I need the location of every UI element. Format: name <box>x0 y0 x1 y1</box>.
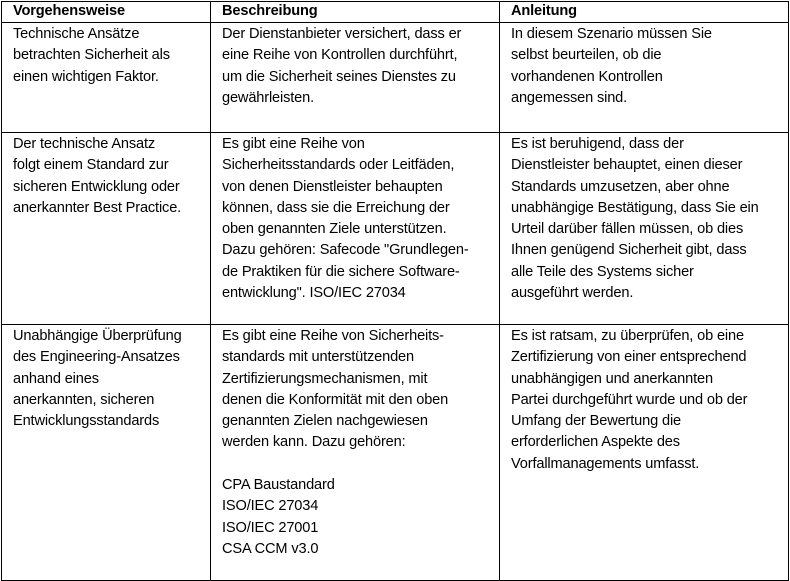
text-line: Zertifizierung von einer entsprechend <box>511 349 747 366</box>
header-anleitung: Anleitung <box>500 2 789 23</box>
text-line: selbst beurteilen, ob die <box>511 47 662 64</box>
text-line: In diesem Szenario müssen Sie <box>511 26 712 42</box>
description-cell <box>211 133 500 325</box>
text-line: unabhängige Bestätigung, dass Sie ein <box>511 199 759 216</box>
text-line: ausgeführt werden. <box>511 285 634 302</box>
text-line: anerkannten, sicheren <box>13 391 155 408</box>
text-line: Entwicklungsstandards <box>13 413 160 430</box>
guidance-cell <box>500 325 789 581</box>
table-row <box>2 325 789 581</box>
guidance-cell <box>500 23 789 133</box>
text-line: entwicklung". ISO/IEC 27034 <box>222 285 406 302</box>
table-row <box>2 23 789 133</box>
approach-cell <box>2 325 211 581</box>
header-beschreibung: Beschreibung <box>211 2 500 23</box>
standard-item: ISO/IEC 27001 <box>222 519 319 536</box>
text-line: angemessen sind. <box>511 89 628 106</box>
text-line: de Praktiken für die sichere Software- <box>222 263 460 280</box>
standard-item: CSA CCM v3.0 <box>222 540 319 557</box>
description-cell <box>211 325 500 581</box>
text-line: des Engineering-Ansatzes <box>13 349 180 366</box>
text-line: anerkannter Best Practice. <box>13 199 182 216</box>
text-line: Standards umzusetzen, aber ohne <box>511 178 730 195</box>
text-line: anhand eines <box>13 370 99 387</box>
text-line: standards mit unterstützenden <box>222 349 414 366</box>
text-line: Urteil darüber fällen müssen, ob dies <box>511 221 744 238</box>
standard-item: ISO/IEC 27034 <box>222 498 319 515</box>
text-line: genannten Zielen nachgewiesen <box>222 413 428 430</box>
text-line: Der Dienstanbieter versichert, dass er <box>222 26 462 42</box>
text-line: werden kann. Dazu gehören: <box>222 434 406 451</box>
text-line: Sicherheitsstandards oder Leitfäden, <box>222 157 455 174</box>
text-line: Es ist ratsam, zu überprüfen, ob eine <box>511 328 744 344</box>
approach-cell <box>2 23 211 133</box>
text-line: um die Sicherheit seines Dienstes zu <box>222 68 456 85</box>
standard-item: CPA Baustandard <box>222 477 335 494</box>
text-line: Dienstleister behauptet, einen dieser <box>511 157 743 174</box>
approach-cell <box>2 133 211 325</box>
comparison-table <box>1 1 789 581</box>
text-line: Vorfallmanagements umfasst. <box>511 455 700 472</box>
text-line: denen die Konformität mit den oben <box>222 391 449 408</box>
guidance-cell <box>500 133 789 325</box>
header-row <box>2 2 789 23</box>
text-line: folgt einem Standard zur <box>13 157 169 174</box>
text-line: Dazu gehören: Safecode "Grundlegen- <box>222 242 469 259</box>
text-line: Es gibt eine Reihe von Sicherheits- <box>222 328 444 344</box>
text-line: Technische Ansätze <box>13 26 140 42</box>
text-line: oben genannten Ziele unterstützen. <box>222 221 447 238</box>
table-row <box>2 133 789 325</box>
description-cell <box>211 23 500 133</box>
text-line: Umfang der Bewertung die <box>511 413 682 430</box>
text-line: Der technische Ansatz <box>13 136 156 152</box>
text-line: Es ist beruhigend, dass der <box>511 136 684 152</box>
text-line: erforderlichen Aspekte des <box>511 434 680 451</box>
paragraph-gap <box>222 454 495 475</box>
text-line: betrachten Sicherheit als <box>13 47 170 64</box>
text-line: Zertifizierungsmechanismen, mit <box>222 370 428 387</box>
header-vorgehensweise: Vorgehensweise <box>2 2 211 23</box>
text-line: sicheren Entwicklung oder <box>13 178 180 195</box>
text-line: von denen Dienstleister behaupten <box>222 178 443 195</box>
text-line: unabhängigen und anerkannten <box>511 370 713 387</box>
text-line: gewährleisten. <box>222 89 315 106</box>
text-line: eine Reihe von Kontrollen durchführt, <box>222 47 458 64</box>
text-line: können, dass sie die Erreichung der <box>222 199 450 216</box>
text-line: alle Teile des Systems sicher <box>511 263 694 280</box>
text-line: einen wichtigen Faktor. <box>13 68 159 85</box>
text-line: Es gibt eine Reihe von <box>222 136 365 152</box>
text-line: Partei durchgeführt wurde und ob der <box>511 391 748 408</box>
text-line: Ihnen genügend Sicherheit gibt, dass <box>511 242 747 259</box>
text-line: Unabhängige Überprüfung <box>13 328 182 344</box>
text-line: vorhandenen Kontrollen <box>511 68 663 85</box>
